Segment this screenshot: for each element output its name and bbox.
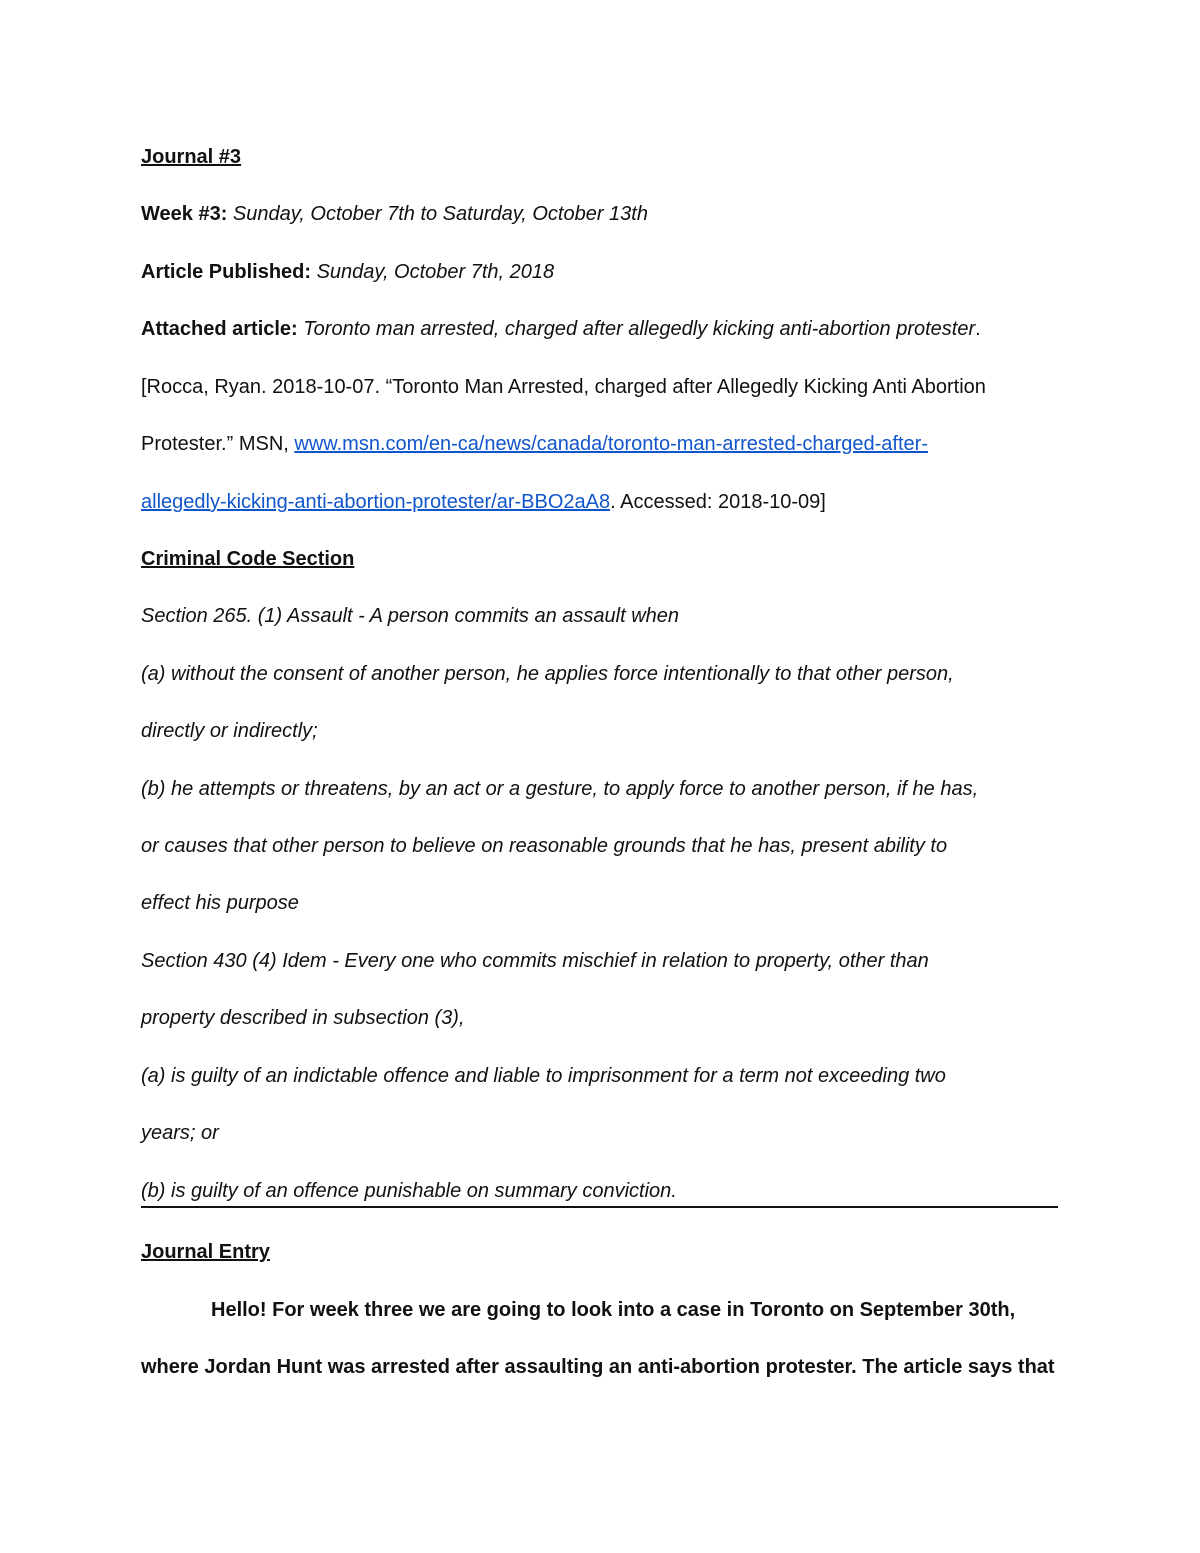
- published-value: Sunday, October 7th, 2018: [316, 261, 555, 283]
- code-line: effect his purpose: [141, 892, 299, 914]
- week-label: Week #3:: [141, 203, 228, 225]
- entry-line: where Jordan Hunt was arrested after assaulting an anti-abortion protester. The article says that: [141, 1356, 1055, 1378]
- code-line: Section 265. (1) Assault - A person commits an assault when: [141, 605, 680, 627]
- week-value: Sunday, October 7th to Saturday, October 13th: [232, 203, 648, 225]
- article-link-part-1[interactable]: www.msn.com/en-ca/news/canada/toronto-man-arrested-charged-after-: [294, 433, 928, 455]
- entry-line: Hello! For week three we are going to look into a case in Toronto on September 30th,: [211, 1299, 1016, 1321]
- code-line: property described in subsection (3),: [141, 1007, 465, 1029]
- published-label: Article Published:: [141, 261, 312, 283]
- citation-suffix: . Accessed: 2018-10-09]: [610, 491, 826, 513]
- attached-label: Attached article:: [141, 318, 298, 340]
- attached-line: [141, 316, 1061, 342]
- code-line: (b) he attempts or threatens, by an act or a gesture, to apply force to another person, if he has,: [141, 778, 979, 800]
- code-line: Section 430 (4) Idem - Every one who commits mischief in relation to property, other than: [141, 950, 929, 972]
- code-line: years; or: [141, 1122, 219, 1144]
- citation-line-3: [141, 489, 1061, 515]
- article-link-part-2[interactable]: allegedly-kicking-anti-abortion-protester/ar-BBO2aA8: [141, 491, 611, 513]
- citation-line-2: [141, 431, 1061, 457]
- section-divider: [141, 1206, 1058, 1208]
- code-line: directly or indirectly;: [141, 720, 318, 742]
- attached-end: .: [975, 318, 981, 340]
- citation-prefix: Protester.” MSN,: [141, 433, 295, 455]
- attached-value: Toronto man arrested, charged after allegedly kicking anti-abortion protester: [303, 318, 976, 340]
- code-line: (b) is guilty of an offence punishable on summary conviction.: [141, 1180, 677, 1202]
- code-line: (a) without the consent of another person, he applies force intentionally to that other person,: [141, 663, 954, 685]
- journal-title: Journal #3: [141, 146, 242, 168]
- week-line: [141, 201, 1061, 227]
- citation-line-1: [Rocca, Ryan. 2018-10-07. “Toronto Man Arrested, charged after Allegedly Kicking Anti Abortion: [141, 376, 986, 398]
- code-line: or causes that other person to believe on reasonable grounds that he has, present ability to: [141, 835, 948, 857]
- published-line: [141, 259, 1061, 285]
- criminal-code-heading: Criminal Code Section: [141, 548, 355, 570]
- code-line: (a) is guilty of an indictable offence and liable to imprisonment for a term not exceeding two: [141, 1065, 946, 1087]
- journal-entry-heading: Journal Entry: [141, 1241, 270, 1263]
